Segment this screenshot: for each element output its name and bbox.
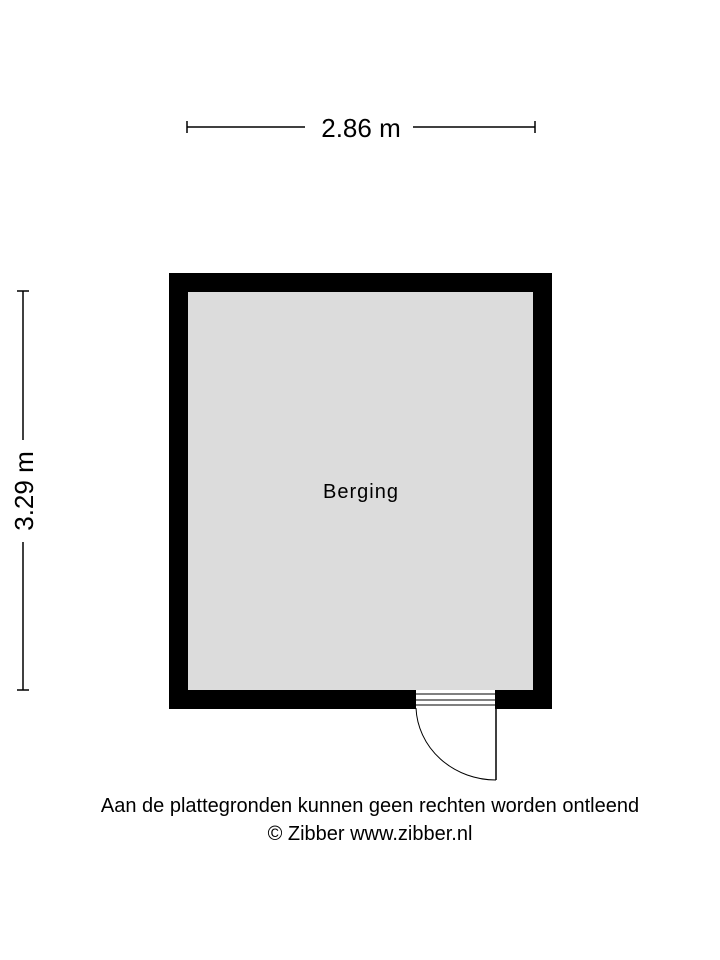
room-label: Berging	[323, 481, 399, 503]
height-dimension	[9, 291, 39, 690]
width-dimension-label: 2.86 m	[321, 113, 401, 143]
copyright-text: © Zibber www.zibber.nl	[267, 823, 473, 845]
width-dimension	[187, 113, 535, 143]
room-berging	[169, 273, 552, 709]
door-swing-arc	[416, 708, 496, 780]
door	[406, 690, 505, 780]
height-dimension-label: 3.29 m	[9, 451, 39, 531]
door-jamb-left	[406, 690, 416, 709]
disclaimer-text: Aan de plattegronden kunnen geen rechten worden ontleend	[100, 795, 640, 817]
